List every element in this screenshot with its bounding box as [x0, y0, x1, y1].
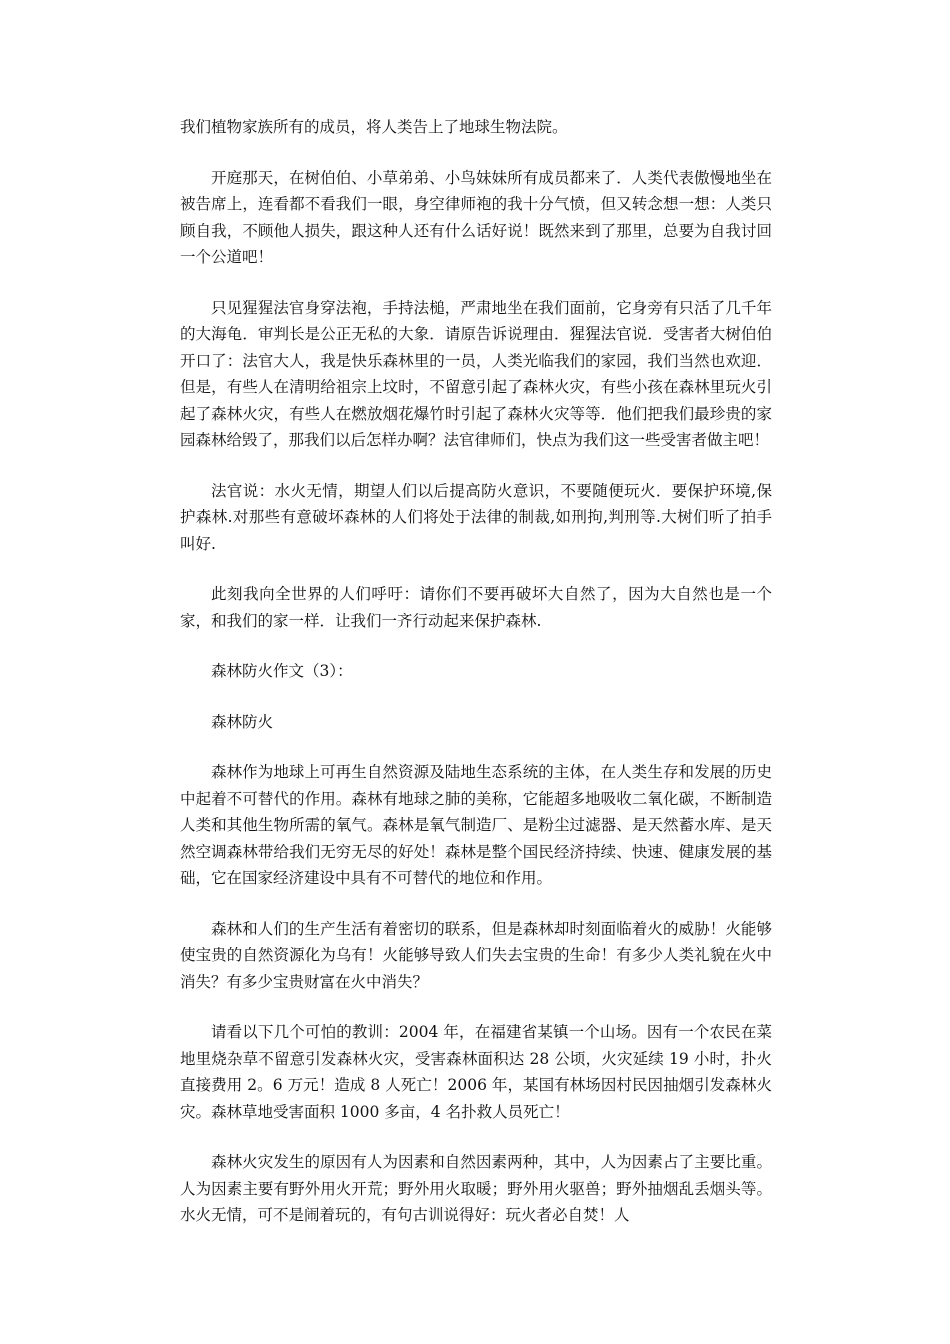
document-body [180, 114, 772, 1253]
paragraph-fire-threat: 森林和人们的生产生活有着密切的联系，但是森林却时刻面临着火的威胁！火能够使宝贵的自然资源化为乌有！火能够导致人们失去宝贵的生命！有多少人类礼貌在火中消失？有多少宝贵财富在火中消失？ [180, 919, 772, 991]
essay-title: 森林防火 [211, 712, 274, 731]
paragraph-judge-verdict: 法官说：水火无情，期望人们以后提高防火意识，不要随便玩火．要保护环境,保护森林.对那些有意破坏森林的人们将处于法律的制裁,如刑拘,判刑等.大树们听了拍手叫好. [180, 481, 772, 553]
paragraph-plaintiff-statement: 只见猩猩法官身穿法袍，手持法槌，严肃地坐在我们面前，它身旁有只活了几千年的大海龟．审判长是公正无私的大象．请原告诉说理由．猩猩法官说．受害者大树伯伯开口了：法官大人，我是快乐森林里的一员，人类光临我们的家园，我们当然也欢迎．但是，有些人在清明给祖宗上坟时，不留意引起了森林火灾，有些小孩在森林里玩火引起了森林火灾，有些人在燃放烟花爆竹时引起了森林火灾等等．他们把我们最珍贵的家园森林给毁了，那我们以后怎样办啊？法官律师们，快点为我们这一些受害者做主吧！ [180, 298, 772, 449]
paragraph-intro: 我们植物家族所有的成员，将人类告上了地球生物法院。 [180, 118, 568, 136]
paragraph-appeal: 此刻我向全世界的人们呼吁：请你们不要再破坏大自然了，因为大自然也是一个家，和我们的家一样．让我们一齐行动起来保护森林. [180, 585, 772, 630]
paragraph-forest-importance: 森林作为地球上可再生自然资源及陆地生态系统的主体，在人类生存和发展的历史中起着不可替代的作用。森林有地球之肺的美称，它能超多地吸收二氧化碳，不断制造人类和其他生物所需的氧气。森林是氧气制造厂、是粉尘过滤器、是天然蓄水库、是天然空调森林带给我们无穷无尽的好处！森林是整个国民经济持续、快速、健康发展的基础，它在国家经济建设中具有不可替代的地位和作用。 [180, 763, 772, 887]
paragraph-lessons: 请看以下几个可怕的教训：2004 年，在福建省某镇一个山场。因有一个农民在菜地里烧杂草不留意引发森林火灾，受害森林面积达 28 公顷，火灾延续 19 小时，扑火直接费用 2。6 万元！造成 8 人死亡！2006 年，某国有林场因村民因抽烟引发森林火灾。森林草地受害面积 1000 多亩，4 名扑救人员死亡！ [180, 1023, 772, 1121]
paragraph-fire-causes: 森林火灾发生的原因有人为因素和自然因素两种，其中，人为因素占了主要比重。人为因素主要有野外用火开荒；野外用火取暖；野外用火驱兽；野外抽烟乱丢烟头等。水火无情，可不是闹着玩的，有句古训说得好：玩火者必自焚！人 [180, 1153, 772, 1224]
paragraph-court-opening: 开庭那天，在树伯伯、小草弟弟、小鸟妹妹所有成员都来了．人类代表傲慢地坐在被告席上，连看都不看我们一眼，身空律师袍的我十分气愤，但又转念想一想：人类只顾自我，不顾他人损失，跟这种人还有什么话好说！既然来到了那里，总要为自我讨回一个公道吧！ [180, 168, 772, 266]
essay-number-heading: 森林防火作文（3）： [211, 662, 353, 680]
